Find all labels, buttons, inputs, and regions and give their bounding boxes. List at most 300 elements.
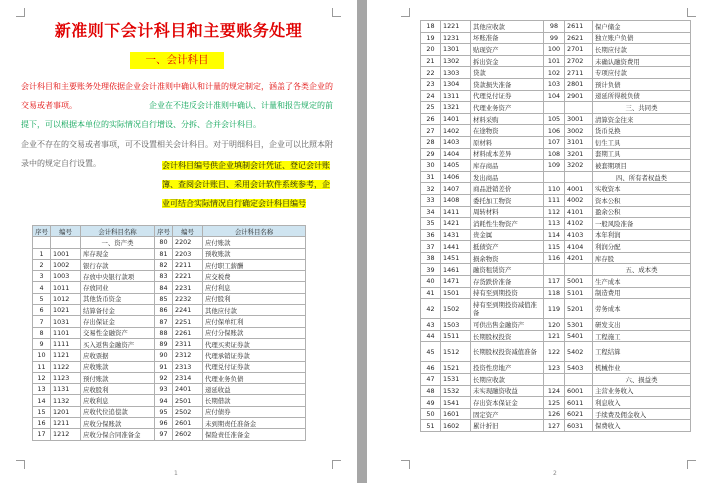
- table-row: [33, 305, 306, 316]
- document-page-2: [367, 0, 720, 483]
- account-name: 贵金属: [471, 229, 544, 241]
- account-name: 损余物资: [471, 252, 544, 264]
- row-index: 12: [33, 372, 51, 383]
- account-name: 持有至到期投资: [471, 287, 544, 299]
- row-index: 38: [421, 252, 441, 264]
- account-name: 应收票据: [81, 350, 155, 361]
- account-name: 其他货币资金: [81, 293, 155, 304]
- account-name: 资本公积: [593, 194, 691, 206]
- table-row: [421, 287, 691, 299]
- table-header-row: [33, 226, 306, 237]
- account-name: 保险责任准备金: [203, 429, 306, 440]
- account-name: 长期应收款: [471, 374, 544, 386]
- account-name: 专项应付款: [593, 67, 691, 79]
- account-name: 代理业务资产: [471, 102, 544, 114]
- account-code: 3201: [565, 148, 593, 160]
- table-row: [421, 67, 691, 79]
- account-code: 2602: [173, 429, 203, 440]
- row-index: 91: [155, 361, 173, 372]
- account-name: 融资租赁资产: [471, 264, 544, 276]
- table-row: [421, 136, 691, 148]
- table-row: [421, 206, 691, 218]
- account-name: 货币兑换: [593, 125, 691, 137]
- row-index: 116: [544, 252, 565, 264]
- account-code: 2502: [173, 406, 203, 417]
- row-index: 13: [33, 384, 51, 395]
- row-index: 80: [155, 237, 173, 248]
- account-code: 1431: [441, 229, 471, 241]
- row-index: 45: [421, 342, 441, 362]
- account-name: 生产成本: [593, 276, 691, 288]
- row-index: 100: [544, 44, 565, 56]
- account-name: 五、成本类: [593, 264, 691, 276]
- col-header-code: 编号: [51, 226, 81, 237]
- account-code: 1411: [441, 206, 471, 218]
- account-code: 1471: [441, 276, 471, 288]
- account-name: 保费收入: [593, 420, 691, 432]
- account-name: 应交税费: [203, 271, 306, 282]
- paragraph-4: [162, 156, 333, 213]
- account-name: 银行存款: [81, 259, 155, 270]
- account-code: 1002: [51, 259, 81, 270]
- table-row: [33, 327, 306, 338]
- table-row: [421, 194, 691, 206]
- account-name: 实收资本: [593, 183, 691, 195]
- page-number: 2: [553, 470, 557, 477]
- account-name: 预付账款: [81, 372, 155, 383]
- row-index: 34: [421, 206, 441, 218]
- table-row: [33, 406, 306, 417]
- row-index: 43: [421, 319, 441, 331]
- row-index: 84: [155, 282, 173, 293]
- row-index: 2: [33, 259, 51, 270]
- row-index: 23: [421, 78, 441, 90]
- account-name: 代理兑付证券: [471, 90, 544, 102]
- row-index: 87: [155, 316, 173, 327]
- table-row: [33, 361, 306, 372]
- col-header-code: 编号: [173, 226, 203, 237]
- account-code: 2801: [565, 78, 593, 90]
- account-name: 应付账款: [203, 237, 306, 248]
- account-name: 未确认融资费用: [593, 55, 691, 67]
- account-name: 制造费用: [593, 287, 691, 299]
- table-row: [33, 248, 306, 259]
- row-index: 95: [155, 406, 173, 417]
- row-index: 108: [544, 148, 565, 160]
- row-index: 26: [421, 113, 441, 125]
- account-name: 衍生工具: [593, 136, 691, 148]
- account-code: [565, 374, 593, 386]
- account-name: 代理买卖证券款: [203, 338, 306, 349]
- row-index: 47: [421, 374, 441, 386]
- account-name: 存放中央银行款项: [81, 271, 155, 282]
- account-name: 存货跌价准备: [471, 276, 544, 288]
- account-code: 5201: [565, 299, 593, 319]
- row-index: [544, 264, 565, 276]
- table-row: [33, 350, 306, 361]
- account-name: 保户储金: [593, 21, 691, 33]
- account-code: 6011: [565, 397, 593, 409]
- account-name: 六、损益类: [593, 374, 691, 386]
- account-name: 主营业务收入: [593, 385, 691, 397]
- account-name: 商品进销差价: [471, 183, 544, 195]
- row-index: 18: [421, 21, 441, 33]
- table-row: [421, 342, 691, 362]
- account-code: 1601: [441, 408, 471, 420]
- row-index: 35: [421, 218, 441, 230]
- account-code: 2711: [565, 67, 593, 79]
- account-code: 1503: [441, 319, 471, 331]
- account-code: 3002: [565, 125, 593, 137]
- margin-mark: [16, 8, 25, 17]
- account-name: 应付职工薪酬: [203, 259, 306, 270]
- table-row: [421, 252, 691, 264]
- table-row: [421, 362, 691, 374]
- table-row: [421, 90, 691, 102]
- account-name: 材料采购: [471, 113, 544, 125]
- account-code: 1404: [441, 148, 471, 160]
- account-code: 2701: [565, 44, 593, 56]
- row-index: 4: [33, 282, 51, 293]
- table-row: [421, 229, 691, 241]
- row-index: 102: [544, 67, 565, 79]
- table-row: [33, 429, 306, 440]
- account-code: 3202: [565, 160, 593, 172]
- account-code: 1401: [441, 113, 471, 125]
- account-name: 应收代位追偿款: [81, 406, 155, 417]
- row-index: 46: [421, 362, 441, 374]
- row-index: 81: [155, 248, 173, 259]
- highlighted-text: 会计科目编号供企业填制会计凭证、登记会计账簿、查阅会计账目、采用会计软件系统参考，企业可结合实际情况自行确定会计科目编号: [162, 161, 330, 208]
- account-code: 2313: [173, 361, 203, 372]
- account-name: 消耗性生物资产: [471, 218, 544, 230]
- table-row: [421, 241, 691, 253]
- row-index: 92: [155, 372, 173, 383]
- table-row: [421, 218, 691, 230]
- account-code: 2241: [173, 305, 203, 316]
- row-index: 37: [421, 241, 441, 253]
- account-name: 研发支出: [593, 319, 691, 331]
- account-code: 4101: [565, 206, 593, 218]
- account-name: 应付保单红利: [203, 316, 306, 327]
- table-row: [421, 78, 691, 90]
- account-name: 手续费及佣金收入: [593, 408, 691, 420]
- row-index: 82: [155, 259, 173, 270]
- account-code: 1131: [51, 384, 81, 395]
- row-index: 113: [544, 218, 565, 230]
- table-row: [421, 183, 691, 195]
- account-name: 其他应付款: [203, 305, 306, 316]
- account-code: 1408: [441, 194, 471, 206]
- account-name: 库存股: [593, 252, 691, 264]
- account-code: 1031: [51, 316, 81, 327]
- account-code: 1602: [441, 420, 471, 432]
- account-code: 2251: [173, 316, 203, 327]
- row-index: 83: [155, 271, 173, 282]
- row-index: 24: [421, 90, 441, 102]
- account-code: 6031: [565, 420, 593, 432]
- table-row: [421, 276, 691, 288]
- account-code: [51, 237, 81, 248]
- table-row: [421, 44, 691, 56]
- margin-mark: [687, 460, 696, 469]
- account-name: 发出商品: [471, 171, 544, 183]
- account-name: 利润分配: [593, 241, 691, 253]
- account-code: 1541: [441, 397, 471, 409]
- account-code: 1012: [51, 293, 81, 304]
- row-index: 106: [544, 125, 565, 137]
- account-code: 2203: [173, 248, 203, 259]
- table-row: [33, 418, 306, 429]
- account-code: 5401: [565, 330, 593, 342]
- account-code: [565, 171, 593, 183]
- section-heading: 一、会计科目: [130, 52, 224, 69]
- account-name: 未到期责任准备金: [203, 418, 306, 429]
- account-code: 1512: [441, 342, 471, 362]
- row-index: 5: [33, 293, 51, 304]
- row-index: [544, 102, 565, 114]
- margin-mark: [687, 8, 696, 17]
- row-index: 110: [544, 183, 565, 195]
- account-code: 4002: [565, 194, 593, 206]
- row-index: 105: [544, 113, 565, 125]
- account-name: 清算资金往来: [593, 113, 691, 125]
- table-row: [421, 397, 691, 409]
- account-name: 长期股权投资减值准备: [471, 342, 544, 362]
- table-row: [33, 384, 306, 395]
- row-index: 99: [544, 32, 565, 44]
- margin-mark: [332, 8, 341, 17]
- account-code: 1211: [51, 418, 81, 429]
- account-code: 1011: [51, 282, 81, 293]
- account-code: 1321: [441, 102, 471, 114]
- row-index: 20: [421, 44, 441, 56]
- account-code: 1003: [51, 271, 81, 282]
- row-index: 123: [544, 362, 565, 374]
- row-index: 25: [421, 102, 441, 114]
- account-name: 递延收益: [203, 384, 306, 395]
- table-row: [421, 330, 691, 342]
- document-title: 新准则下会计科目和主要账务处理: [54, 21, 303, 40]
- account-name: 材料成本差异: [471, 148, 544, 160]
- row-index: 120: [544, 319, 565, 331]
- row-index: 36: [421, 229, 441, 241]
- page-number: 1: [174, 470, 178, 477]
- account-name: 库存商品: [471, 160, 544, 172]
- account-code: 1511: [441, 330, 471, 342]
- account-name: 工程结算: [593, 342, 691, 362]
- account-code: 1301: [441, 44, 471, 56]
- row-index: 8: [33, 327, 51, 338]
- account-name: 投资性房地产: [471, 362, 544, 374]
- account-name: 应收利息: [81, 395, 155, 406]
- account-name: 一般风险准备: [593, 218, 691, 230]
- row-index: 27: [421, 125, 441, 137]
- account-code: 5001: [565, 276, 593, 288]
- paragraph-2: 企业在不违反会计准则中确认、计量和报告规定的前提下，可以根据本单位的实际情况自行增设、分拆、合并会计科目。: [21, 101, 333, 129]
- row-index: 125: [544, 397, 565, 409]
- row-index: 31: [421, 171, 441, 183]
- row-index: [544, 374, 565, 386]
- account-code: 5402: [565, 342, 593, 362]
- account-code: 1531: [441, 374, 471, 386]
- row-index: 127: [544, 420, 565, 432]
- account-code: 1101: [51, 327, 81, 338]
- account-code: 1421: [441, 218, 471, 230]
- account-name: 一、资产类: [81, 237, 155, 248]
- row-index: 11: [33, 361, 51, 372]
- account-name: 固定资产: [471, 408, 544, 420]
- account-name: 盈余公积: [593, 206, 691, 218]
- account-code: 1532: [441, 385, 471, 397]
- account-name: 应收分保合同准备金: [81, 429, 155, 440]
- margin-mark: [16, 460, 25, 469]
- row-index: [544, 171, 565, 183]
- account-name: 劳务成本: [593, 299, 691, 319]
- account-code: 1501: [441, 287, 471, 299]
- account-code: 2221: [173, 271, 203, 282]
- account-code: 4103: [565, 229, 593, 241]
- row-index: 10: [33, 350, 51, 361]
- row-index: 86: [155, 305, 173, 316]
- row-index: 19: [421, 32, 441, 44]
- row-index: 88: [155, 327, 173, 338]
- row-index: 115: [544, 241, 565, 253]
- table-row: [33, 293, 306, 304]
- margin-mark: [401, 8, 410, 17]
- table-row: [421, 113, 691, 125]
- table-row: [421, 299, 691, 319]
- account-name: 贷款损失准备: [471, 78, 544, 90]
- margin-mark: [332, 460, 341, 469]
- row-index: 29: [421, 148, 441, 160]
- account-code: 2312: [173, 350, 203, 361]
- table-row: [33, 259, 306, 270]
- col-header-index: 序号: [33, 226, 51, 237]
- table-row: [421, 408, 691, 420]
- account-name: 代理兑付证券款: [203, 361, 306, 372]
- account-code: 2611: [565, 21, 593, 33]
- table-row: [421, 319, 691, 331]
- account-code: 1221: [441, 21, 471, 33]
- row-index: 94: [155, 395, 173, 406]
- row-index: 42: [421, 299, 441, 319]
- account-code: 2702: [565, 55, 593, 67]
- account-code: 1461: [441, 264, 471, 276]
- account-code: 2314: [173, 372, 203, 383]
- account-name: 库存现金: [81, 248, 155, 259]
- account-code: [565, 102, 593, 114]
- account-name: 买入返售金融资产: [81, 338, 155, 349]
- account-name: 四、所有者权益类: [593, 171, 691, 183]
- account-name: 长期借款: [203, 395, 306, 406]
- account-name: 应收账款: [81, 361, 155, 372]
- account-code: 2232: [173, 293, 203, 304]
- account-name: 未实现融资收益: [471, 385, 544, 397]
- row-index: 50: [421, 408, 441, 420]
- table-row: [421, 374, 691, 386]
- account-code: 1441: [441, 241, 471, 253]
- row-index: 114: [544, 229, 565, 241]
- col-header-index: 序号: [155, 226, 173, 237]
- row-index: 109: [544, 160, 565, 172]
- row-index: 103: [544, 78, 565, 90]
- account-name: 长期应付款: [593, 44, 691, 56]
- row-index: 28: [421, 136, 441, 148]
- table-row: [421, 102, 691, 114]
- row-index: 121: [544, 330, 565, 342]
- table-row: [421, 160, 691, 172]
- account-name: 应收分保账款: [81, 418, 155, 429]
- account-code: 1121: [51, 350, 81, 361]
- row-index: 17: [33, 429, 51, 440]
- account-code: 1304: [441, 78, 471, 90]
- account-name: 本年利润: [593, 229, 691, 241]
- row-index: 7: [33, 316, 51, 327]
- account-name: 贷款: [471, 67, 544, 79]
- row-index: 15: [33, 406, 51, 417]
- account-name: 抵债资产: [471, 241, 544, 253]
- account-code: 2501: [173, 395, 203, 406]
- account-code: 1521: [441, 362, 471, 374]
- account-code: [565, 264, 593, 276]
- account-code: 6001: [565, 385, 593, 397]
- account-code: 1001: [51, 248, 81, 259]
- row-index: 48: [421, 385, 441, 397]
- account-code: 1123: [51, 372, 81, 383]
- account-table-2: [420, 20, 691, 432]
- account-name: 利息收入: [593, 397, 691, 409]
- row-index: 124: [544, 385, 565, 397]
- account-name: 存放同业: [81, 282, 155, 293]
- account-code: 2401: [173, 384, 203, 395]
- account-code: 1122: [51, 361, 81, 372]
- row-index: 49: [421, 397, 441, 409]
- account-name: 委托加工物资: [471, 194, 544, 206]
- row-index: 101: [544, 55, 565, 67]
- account-code: 4104: [565, 241, 593, 253]
- row-index: 33: [421, 194, 441, 206]
- account-name: 代理业务负债: [203, 372, 306, 383]
- account-code: 2601: [173, 418, 203, 429]
- account-name: 应付分保账款: [203, 327, 306, 338]
- account-name: 套期工具: [593, 148, 691, 160]
- table-row: [33, 338, 306, 349]
- row-index: 93: [155, 384, 173, 395]
- account-code: 1406: [441, 171, 471, 183]
- account-code: 6021: [565, 408, 593, 420]
- row-index: 98: [544, 21, 565, 33]
- account-name: 坏账准备: [471, 32, 544, 44]
- account-name: 周转材料: [471, 206, 544, 218]
- account-name: 原材料: [471, 136, 544, 148]
- account-name: 拆出资金: [471, 55, 544, 67]
- row-index: 41: [421, 287, 441, 299]
- account-code: 1403: [441, 136, 471, 148]
- row-index: 119: [544, 299, 565, 319]
- account-code: 1132: [51, 395, 81, 406]
- col-header-name: 会计科目名称: [81, 226, 155, 237]
- table-row: [33, 237, 306, 248]
- account-name: 应付利息: [203, 282, 306, 293]
- account-code: 1212: [51, 429, 81, 440]
- row-index: 96: [155, 418, 173, 429]
- account-name: 可供出售金融资产: [471, 319, 544, 331]
- row-index: 40: [421, 276, 441, 288]
- account-code: 1201: [51, 406, 81, 417]
- document-page-1: [0, 0, 357, 483]
- account-code: 2901: [565, 90, 593, 102]
